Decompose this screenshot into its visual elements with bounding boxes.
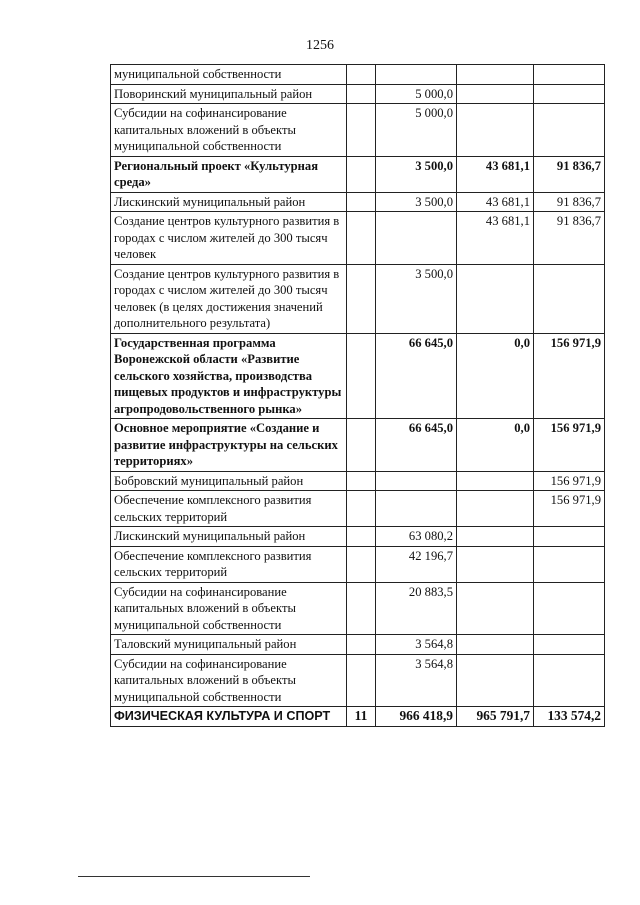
row-value-cell-3 — [534, 84, 605, 104]
row-value-cell-2 — [457, 582, 534, 635]
table-row — [111, 491, 605, 527]
row-name-cell: Обеспечение комплексного развития сельских территорий — [111, 491, 347, 527]
row-code-cell — [347, 212, 376, 265]
row-value-cell-1: 3 500,0 — [376, 192, 457, 212]
row-name-cell: ФИЗИЧЕСКАЯ КУЛЬТУРА И СПОРТ — [111, 707, 347, 727]
row-name-cell: Создание центров культурного развития в городах с числом жителей до 300 тысяч человек (в целях достижения значений дополнительного результата) — [111, 264, 347, 333]
row-name-cell: Таловский муниципальный район — [111, 635, 347, 655]
row-value-cell-3: 156 971,9 — [534, 471, 605, 491]
row-value-cell-1: 3 500,0 — [376, 156, 457, 192]
row-value-cell-1: 5 000,0 — [376, 104, 457, 157]
row-code-cell: 11 — [347, 707, 376, 727]
row-value-cell-1 — [376, 471, 457, 491]
row-value-cell-1 — [376, 65, 457, 85]
row-code-cell — [347, 527, 376, 547]
row-value-cell-3: 91 836,7 — [534, 212, 605, 265]
row-value-cell-2 — [457, 65, 534, 85]
row-name-cell: Основное мероприятие «Создание и развитие инфраструктуры на сельских территориях» — [111, 419, 347, 472]
row-name-cell: Региональный проект «Культурная среда» — [111, 156, 347, 192]
row-value-cell-2: 43 681,1 — [457, 192, 534, 212]
table-row — [111, 264, 605, 333]
budget-table — [110, 64, 605, 727]
row-name-cell: Лискинский муниципальный район — [111, 192, 347, 212]
row-code-cell — [347, 471, 376, 491]
row-code-cell — [347, 156, 376, 192]
row-code-cell — [347, 104, 376, 157]
row-value-cell-3: 133 574,2 — [534, 707, 605, 727]
row-value-cell-2 — [457, 471, 534, 491]
row-code-cell — [347, 192, 376, 212]
row-code-cell — [347, 654, 376, 707]
table-row — [111, 65, 605, 85]
row-value-cell-1: 5 000,0 — [376, 84, 457, 104]
table-row — [111, 527, 605, 547]
budget-table-body — [111, 65, 605, 727]
row-value-cell-3: 91 836,7 — [534, 192, 605, 212]
table-row — [111, 582, 605, 635]
row-value-cell-2: 0,0 — [457, 419, 534, 472]
table-row — [111, 156, 605, 192]
row-value-cell-3 — [534, 104, 605, 157]
row-value-cell-2 — [457, 84, 534, 104]
table-row — [111, 471, 605, 491]
row-value-cell-1: 63 080,2 — [376, 527, 457, 547]
row-value-cell-3 — [534, 635, 605, 655]
row-value-cell-3 — [534, 527, 605, 547]
table-row — [111, 419, 605, 472]
row-value-cell-1: 42 196,7 — [376, 546, 457, 582]
row-name-cell: муниципальной собственности — [111, 65, 347, 85]
table-row — [111, 212, 605, 265]
row-value-cell-2 — [457, 546, 534, 582]
row-value-cell-1: 66 645,0 — [376, 419, 457, 472]
footnote-divider — [78, 876, 310, 877]
table-row — [111, 654, 605, 707]
row-code-cell — [347, 491, 376, 527]
table-row — [111, 546, 605, 582]
row-value-cell-3 — [534, 65, 605, 85]
row-code-cell — [347, 546, 376, 582]
row-value-cell-3: 156 971,9 — [534, 419, 605, 472]
table-row — [111, 104, 605, 157]
row-value-cell-2 — [457, 104, 534, 157]
row-value-cell-1 — [376, 212, 457, 265]
row-code-cell — [347, 65, 376, 85]
row-name-cell: Субсидии на софинансирование капитальных вложений в объекты муниципальной собственности — [111, 104, 347, 157]
table-row — [111, 707, 605, 727]
row-value-cell-2 — [457, 635, 534, 655]
row-value-cell-2 — [457, 264, 534, 333]
page-number: 1256 — [306, 38, 334, 53]
row-value-cell-3 — [534, 546, 605, 582]
row-value-cell-1: 3 564,8 — [376, 654, 457, 707]
row-value-cell-2: 43 681,1 — [457, 156, 534, 192]
row-code-cell — [347, 635, 376, 655]
row-value-cell-3: 91 836,7 — [534, 156, 605, 192]
row-name-cell: Лискинский муниципальный район — [111, 527, 347, 547]
row-name-cell: Создание центров культурного развития в городах с числом жителей до 300 тысяч человек — [111, 212, 347, 265]
row-code-cell — [347, 264, 376, 333]
table-row — [111, 635, 605, 655]
row-value-cell-2 — [457, 491, 534, 527]
row-value-cell-1 — [376, 491, 457, 527]
table-row — [111, 84, 605, 104]
row-value-cell-1: 66 645,0 — [376, 333, 457, 419]
row-name-cell: Обеспечение комплексного развития сельских территорий — [111, 546, 347, 582]
row-value-cell-2: 43 681,1 — [457, 212, 534, 265]
row-value-cell-1: 966 418,9 — [376, 707, 457, 727]
row-name-cell: Субсидии на софинансирование капитальных вложений в объекты муниципальной собственности — [111, 582, 347, 635]
row-value-cell-1: 20 883,5 — [376, 582, 457, 635]
row-value-cell-2: 965 791,7 — [457, 707, 534, 727]
row-value-cell-1: 3 500,0 — [376, 264, 457, 333]
row-value-cell-3 — [534, 582, 605, 635]
row-value-cell-1: 3 564,8 — [376, 635, 457, 655]
row-code-cell — [347, 419, 376, 472]
row-name-cell: Бобровский муниципальный район — [111, 471, 347, 491]
row-value-cell-3: 156 971,9 — [534, 333, 605, 419]
row-value-cell-3 — [534, 654, 605, 707]
row-value-cell-3: 156 971,9 — [534, 491, 605, 527]
row-code-cell — [347, 84, 376, 104]
row-name-cell: Государственная программа Воронежской области «Развитие сельского хозяйства, производства пищевых продуктов и инфраструктуры агропродовольственного рынка» — [111, 333, 347, 419]
table-row — [111, 192, 605, 212]
row-value-cell-2 — [457, 654, 534, 707]
row-name-cell: Субсидии на софинансирование капитальных вложений в объекты муниципальной собственности — [111, 654, 347, 707]
row-code-cell — [347, 333, 376, 419]
row-value-cell-2 — [457, 527, 534, 547]
row-name-cell: Поворинский муниципальный район — [111, 84, 347, 104]
row-value-cell-2: 0,0 — [457, 333, 534, 419]
table-row — [111, 333, 605, 419]
row-code-cell — [347, 582, 376, 635]
row-value-cell-3 — [534, 264, 605, 333]
